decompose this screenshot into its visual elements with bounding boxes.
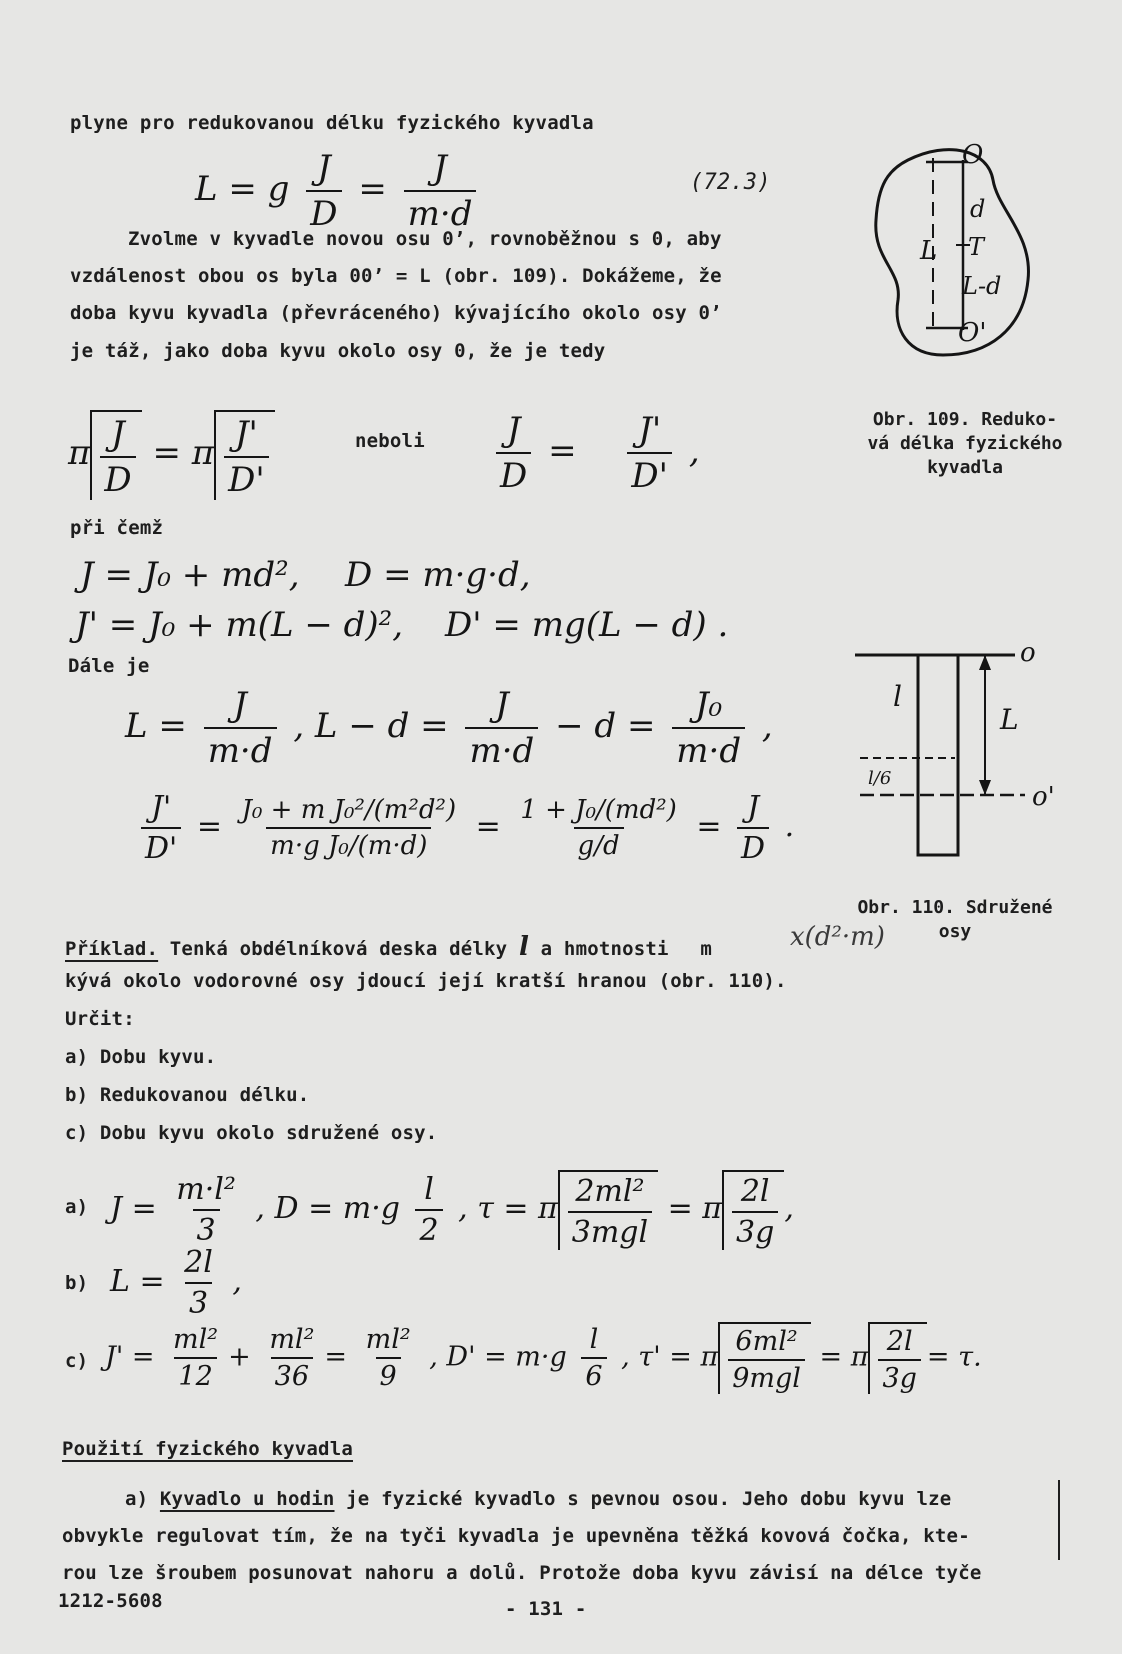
footer-code: 1212-5608 [58, 1590, 163, 1612]
answer-b-equation: L = $\frac{2l}{3}$ , [110, 1245, 242, 1321]
text-dale-je: Dále je [68, 655, 150, 677]
answer-a-equation: J = $\frac{\text{m·l²}}{3}$ , D = m·g $\frac{l}{2}$ , τ = π $\frac{\text{2ml²}}{\text{3mgl}}$ = π $\frac{2l}{3g}$ , [110, 1172, 794, 1250]
fig110-label-l: l [893, 680, 902, 713]
fig110-caption: Obr. 110. Sdružené osy [857, 897, 1053, 942]
fig109-label-d: d [970, 195, 986, 223]
answer-b-label: b) [65, 1272, 89, 1294]
equation-number: (72.3) [690, 170, 771, 195]
section-title: Použití fyzického kyvadla [62, 1438, 353, 1460]
fig109-label-ld: L-d [962, 272, 1002, 300]
section-line-1: a) Kyvadlo u hodin je fyzické kyvadlo s pevnou osou. Jeho dobu kyvu lze [125, 1488, 952, 1510]
answer-a-label: a) [65, 1196, 89, 1218]
figure-110-plate [855, 640, 1055, 870]
fig109-label-t: T [968, 233, 985, 261]
equation-j-prime-line: J' = J₀ + m(L − d)², [75, 605, 404, 645]
text-pri-cemz: při čemž [70, 517, 164, 539]
example-label: Příklad. [65, 938, 159, 960]
fig110-label-l6: l/6 [868, 768, 892, 789]
handwritten-margin-note: x(d²·m) [790, 922, 885, 952]
task-a: a) Dobu kyvu. [65, 1046, 217, 1068]
fig109-label-o-prime: O' [958, 318, 987, 348]
paragraph-line-3: doba kyvu kyvadla (převráceného) kývajícího okolo osy 0’ [70, 302, 722, 324]
paragraph-line-2: vzdálenost obou os byla 00’ = L (obr. 109). Dokážeme, že [70, 265, 722, 287]
fig109-label-l: L [920, 236, 938, 266]
example-line-2: kývá okolo vodorovné osy jdoucí její kratší hranou (obr. 110). [65, 970, 787, 992]
task-b: b) Redukovanou délku. [65, 1084, 310, 1106]
equation-j-line: J = J₀ + md², [80, 555, 300, 595]
equation-ratio-derivation: $\frac{J'}{D'}$ = $\frac{\text{J₀ + m J₀²/(m²d²)}}{\text{m·g J₀/(m·d)}}$ = $\frac{\text{1 + J₀/(md²)}}{g/d}$ = $\frac{J}{D}$ . [135, 790, 794, 866]
fig110-label-o-prime: o' [1032, 782, 1055, 812]
fig110-label-big-l: L [1000, 703, 1019, 736]
clock-pendulum-term: Kyvadlo u hodin [159, 1488, 335, 1510]
margin-mark [1058, 1480, 1060, 1560]
fig110-label-o: o [1020, 638, 1036, 668]
word-neboli: neboli [355, 430, 425, 452]
equation-72-3: L = g $\frac{J}{D}$ = $\frac{J}{m\cdot d}$ [195, 148, 482, 234]
paragraph-line-1: Zvolme v kyvadle novou osu 0’, rovnoběžnou s 0, aby [128, 228, 722, 250]
equation-ratio-equality: $\frac{J}{D}$ = $\frac{J'}{D'}$ , [490, 410, 700, 496]
section-line-3: rou lze šroubem posunovat nahoru a dolů. Protože doba kyvu závisí na délce tyče [62, 1562, 982, 1584]
fig109-caption: Obr. 109. Reduko- vá délka fyzického kyvadla [867, 409, 1063, 478]
intro-line: plyne pro redukovanou délku fyzického kyvadla [70, 112, 594, 134]
equation-l-derivation: L = $\frac{J}{m\cdot d}$ , L − d = $\frac{J}{m\cdot d}$ − d = $\frac{\text{J₀}}{m\cdot d}$ , [125, 685, 773, 771]
fig109-label-o: O [962, 140, 984, 170]
page-number: - 131 - [505, 1598, 587, 1620]
task-c: c) Dobu kyvu okolo sdružené osy. [65, 1122, 438, 1144]
equation-d-line: D = m·g·d, [345, 555, 531, 595]
answer-c-equation: J' = $\frac{\text{ml²}}{12}$ + $\frac{\text{ml²}}{36}$ = $\frac{\text{ml²}}{9}$ , D' = m·g $\frac{l}{6}$ , τ' = π $\frac{\text{6ml²}}{\text{9mgl}}$ = π $\frac{2l}{3g}$ = τ. [105, 1324, 982, 1394]
answer-c-label: c) [65, 1350, 89, 1372]
paragraph-line-4: je táž, jako doba kyvu okolo osy 0, že je tedy [70, 340, 606, 362]
task-heading: Určit: [65, 1008, 135, 1030]
example-line-1: Příklad. Tenká obdélníková deska délky l a hmotnosti m [65, 932, 712, 962]
equation-d-prime-line: D' = mg(L − d) . [445, 605, 729, 645]
equation-period-equality: π $\frac{J}{D}$ = π $\frac{J'}{D'}$ [68, 410, 275, 500]
section-line-2: obvykle regulovat tím, že na tyči kyvadla je upevněna těžká kovová čočka, kte- [62, 1525, 970, 1547]
